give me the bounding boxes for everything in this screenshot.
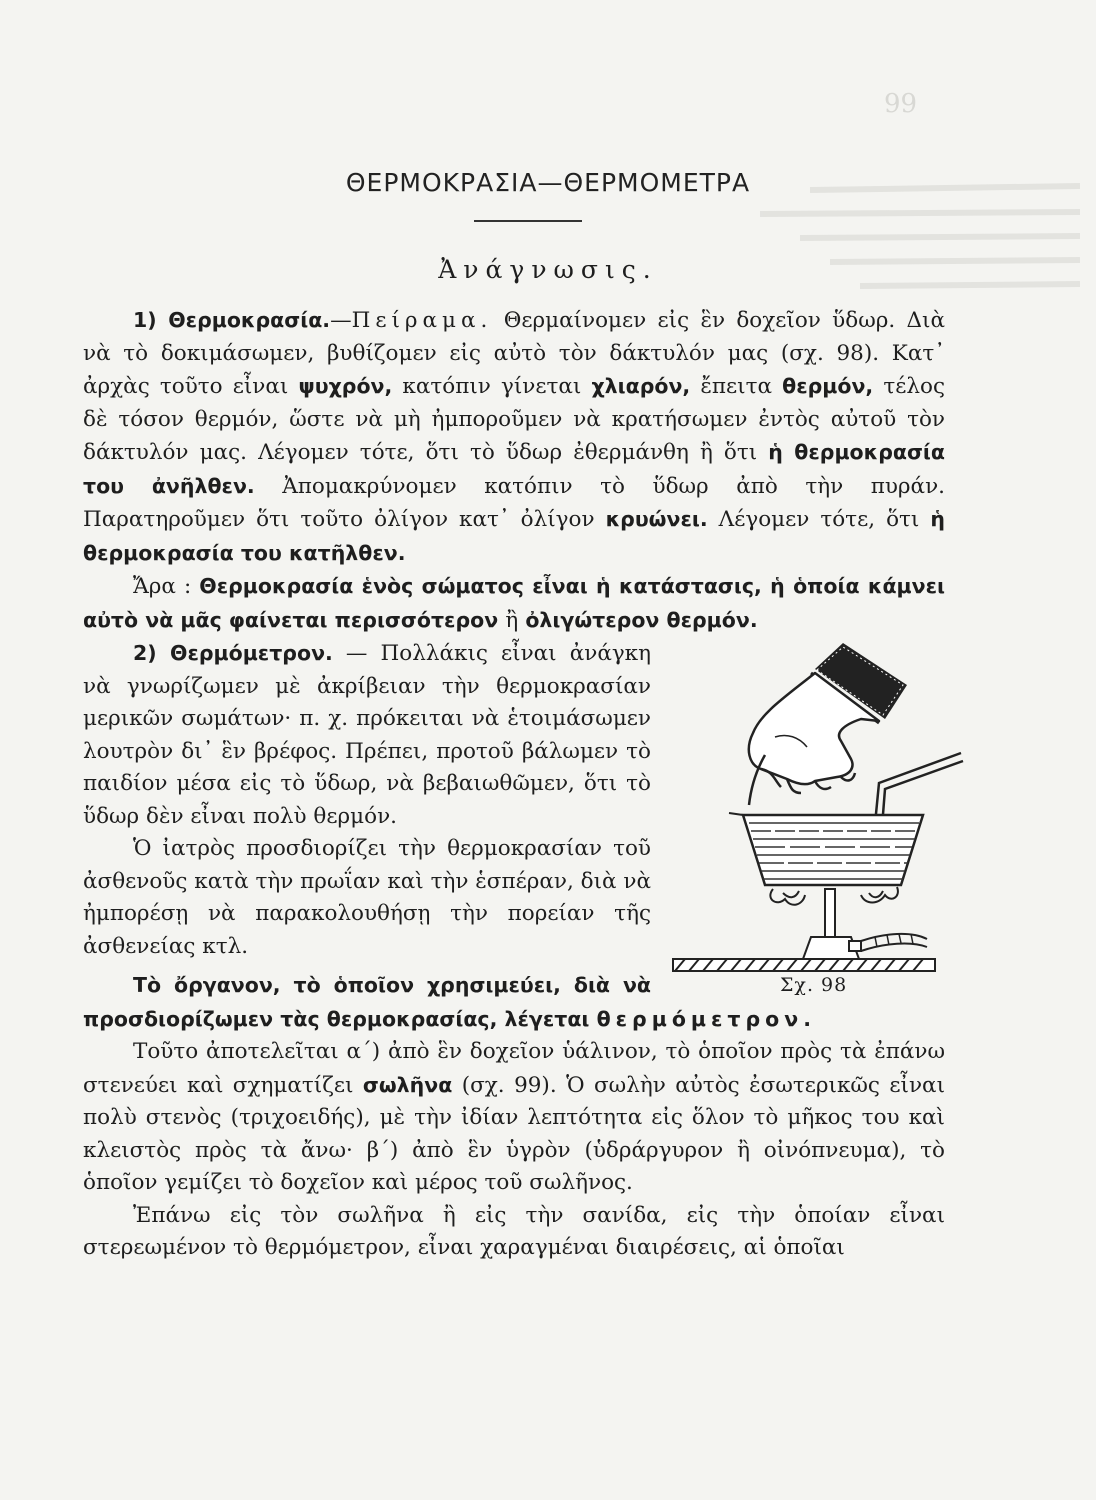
title-divider — [474, 220, 582, 222]
text-run: — Πολλάκις εἶναι ἀνάγκη νὰ γνωρίζωμεν μὲ ἀκρίβειαν τὴν θερμοκρασίαν μερικῶν σωμάτων· π. χ. πρόκειται νὰ ἑτοιμάσωμεν λουτρὸν δι᾽ ἓν βρέφος. Πρέπει, προτοῦ βάλωμεν τὸ παιδίον μέσα εἰς τὸ ὕδωρ, νὰ βεβαιωθῶμεν, ὅτι τὸ ὕδωρ δὲν εἶναι πολὺ θερμόν. — [83, 641, 652, 829]
bold-term-temperature-rose: ἡ θερμοκρασία του ἀνῆλθεν. — [83, 440, 945, 498]
text-run: Τοῦτο ἀποτελεῖται α΄) ἀπὸ ἓν δοχεῖον ὑάλινον, τὸ ὁποῖον πρὸς τὰ ἐπάνω στενεύει καὶ σχηματίζει — [83, 1039, 945, 1098]
definition-or: ἢ — [505, 607, 519, 633]
section-subtitle: Ἀνάγνωσις. — [438, 255, 658, 284]
bold-statement: Τὸ ὄργανον, τὸ ὁποῖον χρησιμεύει, διὰ νὰ προσδιορίζωμεν τὰς θερμοκρασίας, λέγεται — [83, 973, 651, 1031]
text-run: Ἐπάνω εἰς τὸν σωλῆνα ἢ εἰς τὴν σανίδα, εἰς τὴν ὁποίαν εἶναι στερεωμένον τὸ θερμόμετρον, εἶναι χαραγμέναι διαιρέσεις, αἱ ὁποῖαι — [83, 1202, 945, 1260]
bold-term-cools: κρυώνει. — [605, 507, 708, 531]
text-run: κατόπιν γίνεται — [392, 374, 592, 399]
hand-beaker-illustration — [665, 637, 975, 999]
text-run: ἔπειτα — [690, 374, 783, 399]
text-run: (σχ. 99). Ὁ σωλὴν αὐτὸς ἐσωτερικῶς εἶναι πολὺ στενὸς (τριχοειδής), μὲ τὴν ἰδίαν λεπτότητα εἰς ὅλον τὸ μῆκος του καὶ κλειστὸς πρὸς τὰ ἄνω· β΄) ἀπὸ ἓν ὑγρὸν (ὑδράργυρον ἢ οἰνόπνευμα), τὸ ὁποῖον γεμίζει τὸ δοχεῖον καὶ μέρος τοῦ σωλῆνος. — [83, 1072, 945, 1195]
bold-term-temperature-fell: ἡ θερμοκρασία του κατῆλθεν. — [83, 507, 945, 565]
dash: — — [330, 308, 352, 333]
definition-temperature: Θερμοκρασία ἑνὸς σώματος εἶναι ἡ κατάστασις, ἡ ὁποία κάμνει αὐτὸ νὰ μᾶς φαίνεται περισσότερον — [83, 574, 945, 632]
ara-word: Ἄρα : — [133, 574, 200, 599]
bold-term-lukewarm: χλιαρόν, — [591, 374, 691, 398]
text-run: τέλος δὲ τόσον θερμόν, ὥστε νὰ μὴ ἠμποροῦμεν νὰ κρατήσωμεν ἐντὸς αὐτοῦ τὸν δάκτυλόν μας. Λέγομεν τότε, ὅτι τὸ ὕδωρ ἐθερμάνθη ἢ ὅτι — [83, 374, 945, 465]
paragraph-divisions — [83, 1200, 945, 1265]
definition-end: ὀλιγώτερον θερμόν. — [518, 607, 758, 632]
heading-thermometer: 2) Θερμόμετρον. — [133, 641, 333, 665]
text-run: Ἀπομακρύνομεν κατόπιν τὸ ὕδωρ ἀπὸ τὴν πυράν. Παρατηροῦμεν ὅτι τοῦτο ὀλίγον κατ᾽ ὀλίγον — [83, 473, 945, 532]
heading-temperature: 1) Θερμοκρασία. — [133, 308, 331, 332]
bleed-page-number: 99 — [884, 89, 918, 119]
bold-term-tube: σωλῆνα — [362, 1072, 453, 1097]
text-run: Λέγομεν τότε, ὅτι — [707, 507, 931, 532]
bold-term-thermometer: θερμόμετρον. — [596, 1006, 816, 1031]
figure-caption: Σχ. 98 — [780, 974, 848, 996]
experiment-word: Πείραμα. — [351, 308, 493, 333]
page-title: ΘΕΡΜΟΚΡΑΣΙΑ—ΘΕΡΜΟΜΕΤΡΑ — [345, 168, 751, 197]
main-text — [83, 304, 945, 1265]
beaker-icon — [729, 813, 923, 885]
bold-term-cold: ψυχρόν, — [298, 374, 393, 398]
paragraph-definition — [83, 570, 945, 637]
bold-term-hot: θερμόν, — [782, 374, 874, 398]
text-run: Ὁ ἰατρὸς προσδιορίζει τὴν θερμοκρασίαν τοῦ ἀσθενοῦς κατὰ τὴν πρωΐαν καὶ τὴν ἑσπέραν, διὰ νὰ ἠμπορέσῃ νὰ παρακολουθήσῃ τὴν πορείαν τῆς ἀσθενείας κτλ. — [83, 836, 651, 959]
paragraph-temperature — [83, 304, 945, 570]
text-run: Θερμαίνομεν εἰς ἓν δοχεῖον ὕδωρ. Διὰ νὰ τὸ δοκιμάσωμεν, βυθίζομεν εἰς αὐτὸ τὸν δάκτυλόν μας (σχ. 98). Κατ᾽ ἀρχὰς τοῦτο εἶναι — [83, 308, 945, 399]
figure-98 — [665, 637, 975, 999]
paragraph-composition — [83, 1036, 945, 1200]
